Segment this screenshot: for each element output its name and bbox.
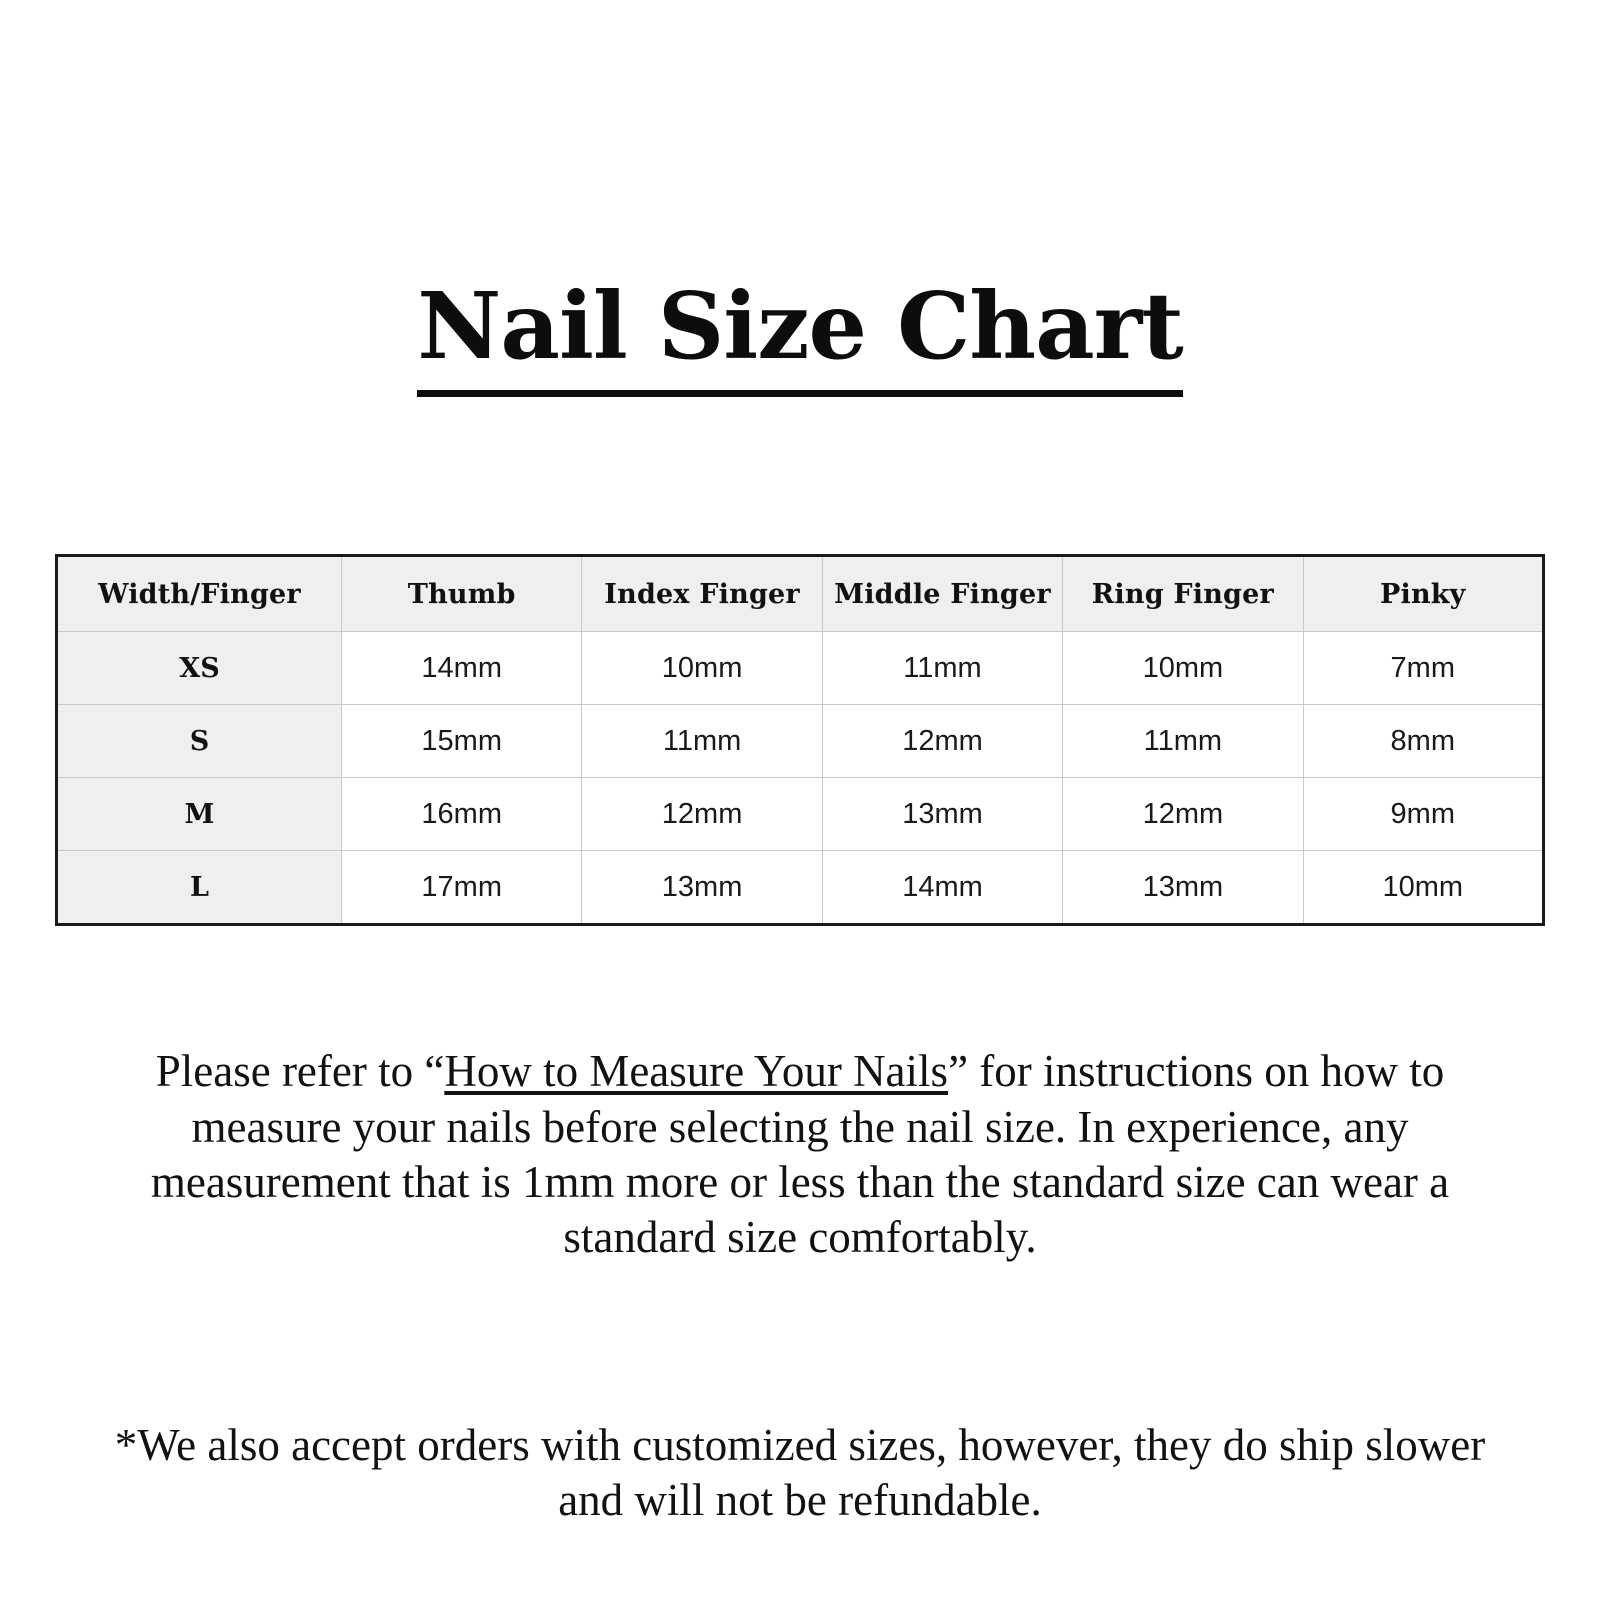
cell-index: 13mm <box>582 851 822 925</box>
notes-spacer <box>100 1311 1500 1373</box>
column-header-ring-finger: Ring Finger <box>1063 556 1303 632</box>
cell-middle: 14mm <box>822 851 1062 925</box>
table-header-row <box>57 556 1544 632</box>
column-header-index-finger: Index Finger <box>582 556 822 632</box>
cell-middle: 11mm <box>822 632 1062 705</box>
notes-section <box>100 1044 1500 1528</box>
nail-size-table <box>55 554 1545 926</box>
cell-ring: 13mm <box>1063 851 1303 925</box>
note-custom-sizes: *We also accept orders with customized sizes, however, they do ship slower and will not be refundable. <box>114 1419 1486 1525</box>
cell-middle: 12mm <box>822 705 1062 778</box>
note-text-prefix: Please refer to “ <box>155 1046 445 1097</box>
table-body <box>57 632 1544 925</box>
cell-index: 10mm <box>582 632 822 705</box>
cell-index: 12mm <box>582 778 822 851</box>
cell-pinky: 9mm <box>1303 778 1543 851</box>
cell-pinky: 7mm <box>1303 632 1543 705</box>
table-header <box>57 556 1544 632</box>
cell-pinky: 10mm <box>1303 851 1543 925</box>
table-row <box>57 705 1544 778</box>
cell-middle: 13mm <box>822 778 1062 851</box>
column-header-width-finger: Width/Finger <box>57 556 342 632</box>
note-measure-instructions <box>100 1044 1500 1265</box>
cell-thumb: 17mm <box>342 851 582 925</box>
cell-ring: 12mm <box>1063 778 1303 851</box>
cell-ring: 11mm <box>1063 705 1303 778</box>
how-to-measure-link[interactable]: How to Measure Your Nails <box>444 1046 949 1097</box>
row-header-size: L <box>57 851 342 925</box>
table-row <box>57 851 1544 925</box>
page-title-container <box>0 0 1600 458</box>
cell-thumb: 15mm <box>342 705 582 778</box>
row-header-size: S <box>57 705 342 778</box>
column-header-thumb: Thumb <box>342 556 582 632</box>
cell-thumb: 14mm <box>342 632 582 705</box>
cell-index: 11mm <box>582 705 822 778</box>
table-row <box>57 632 1544 705</box>
note-text-suffix: ” for instructions on how to measure your nails before selecting the nail size. In experience, any measurement that is 1mm more or less than the standard size can wear a standard size comfortably. <box>150 1046 1450 1263</box>
row-header-size: M <box>57 778 342 851</box>
cell-thumb: 16mm <box>342 778 582 851</box>
table-row <box>57 778 1544 851</box>
column-header-middle-finger: Middle Finger <box>822 556 1062 632</box>
page-title: Nail Size Chart <box>417 280 1183 397</box>
size-table-container <box>55 554 1545 926</box>
cell-ring: 10mm <box>1063 632 1303 705</box>
row-header-size: XS <box>57 632 342 705</box>
cell-pinky: 8mm <box>1303 705 1543 778</box>
column-header-pinky: Pinky <box>1303 556 1543 632</box>
